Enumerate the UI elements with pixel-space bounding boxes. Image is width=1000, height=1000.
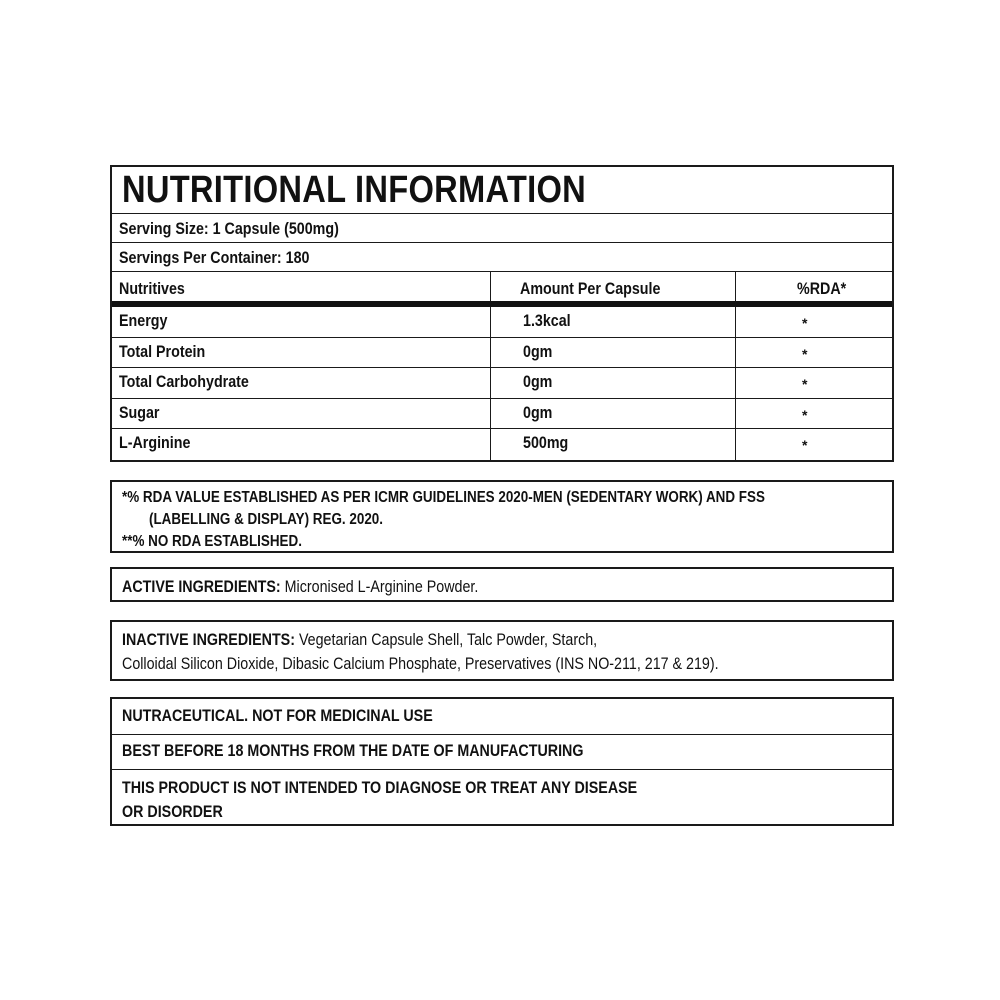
table-row xyxy=(112,429,892,460)
nutrient-rda: * xyxy=(802,406,808,423)
active-ingredients-text: Micronised L-Arginine Powder. xyxy=(284,577,479,596)
inactive-ingredients-text-1: Vegetarian Capsule Shell, Talc Powder, Starch, xyxy=(298,630,598,649)
column-header-nutritives: Nutritives xyxy=(119,279,185,298)
nutrition-title: NUTRITIONAL INFORMATION xyxy=(122,169,587,211)
nutrient-amount: 0gm xyxy=(523,402,553,422)
nutrition-table xyxy=(110,165,894,462)
nutrient-rda: * xyxy=(802,345,808,362)
servings-per-container-row xyxy=(112,243,892,272)
nutrient-name: Total Protein xyxy=(119,341,206,361)
notice-nutraceutical: NUTRACEUTICAL. NOT FOR MEDICINAL USE xyxy=(122,706,433,725)
column-header-rda: %RDA* xyxy=(797,279,847,298)
serving-size-row xyxy=(112,214,892,243)
nutrient-amount: 500mg xyxy=(523,433,569,453)
inactive-ingredients-text-2: Colloidal Silicon Dioxide, Dibasic Calcium Phosphate, Preservatives (INS NO-211, 217 & 219). xyxy=(122,654,719,673)
table-row xyxy=(112,368,892,399)
table-row xyxy=(112,399,892,430)
inactive-ingredients-label: INACTIVE INGREDIENTS: xyxy=(122,630,295,649)
nutrient-amount: 0gm xyxy=(523,372,553,392)
nutrient-rda: * xyxy=(802,376,808,393)
notice-row xyxy=(112,770,892,824)
nutrient-name: Sugar xyxy=(119,402,160,422)
nutrient-name: Energy xyxy=(119,311,168,330)
table-header-row xyxy=(112,272,892,307)
nutrient-rda: * xyxy=(802,315,808,331)
nutrient-name: L-Arginine xyxy=(119,433,191,453)
table-row xyxy=(112,307,892,338)
inactive-ingredients xyxy=(110,620,894,681)
notice-best-before: BEST BEFORE 18 MONTHS FROM THE DATE OF MANUFACTURING xyxy=(122,741,584,760)
notice-row xyxy=(112,735,892,770)
footnote-line-1: *% RDA VALUE ESTABLISHED AS PER ICMR GUIDELINES 2020-MEN (SEDENTARY WORK) AND FSS xyxy=(122,489,765,506)
notice-row xyxy=(112,699,892,735)
active-ingredients-label: ACTIVE INGREDIENTS: xyxy=(122,577,281,596)
footnote-line-3: **% NO RDA ESTABLISHED. xyxy=(122,533,302,550)
servings-per-container: Servings Per Container: 180 xyxy=(119,248,310,267)
footnote-line-2: (LABELLING & DISPLAY) REG. 2020. xyxy=(149,511,384,528)
notice-disclaimer-line-2: OR DISORDER xyxy=(122,802,223,821)
nutrition-title-row xyxy=(112,167,892,214)
nutrient-rda: * xyxy=(802,437,808,454)
nutrient-amount: 0gm xyxy=(523,341,553,361)
notices-box xyxy=(110,697,894,826)
column-header-amount: Amount Per Capsule xyxy=(520,279,661,298)
serving-size: Serving Size: 1 Capsule (500mg) xyxy=(119,219,339,238)
notice-disclaimer-line-1: THIS PRODUCT IS NOT INTENDED TO DIAGNOSE OR TREAT ANY DISEASE xyxy=(122,778,638,797)
rda-footnote xyxy=(110,480,894,553)
active-ingredients xyxy=(110,567,894,602)
nutrient-amount: 1.3kcal xyxy=(523,311,571,330)
table-row xyxy=(112,338,892,369)
nutrient-name: Total Carbohydrate xyxy=(119,372,249,392)
